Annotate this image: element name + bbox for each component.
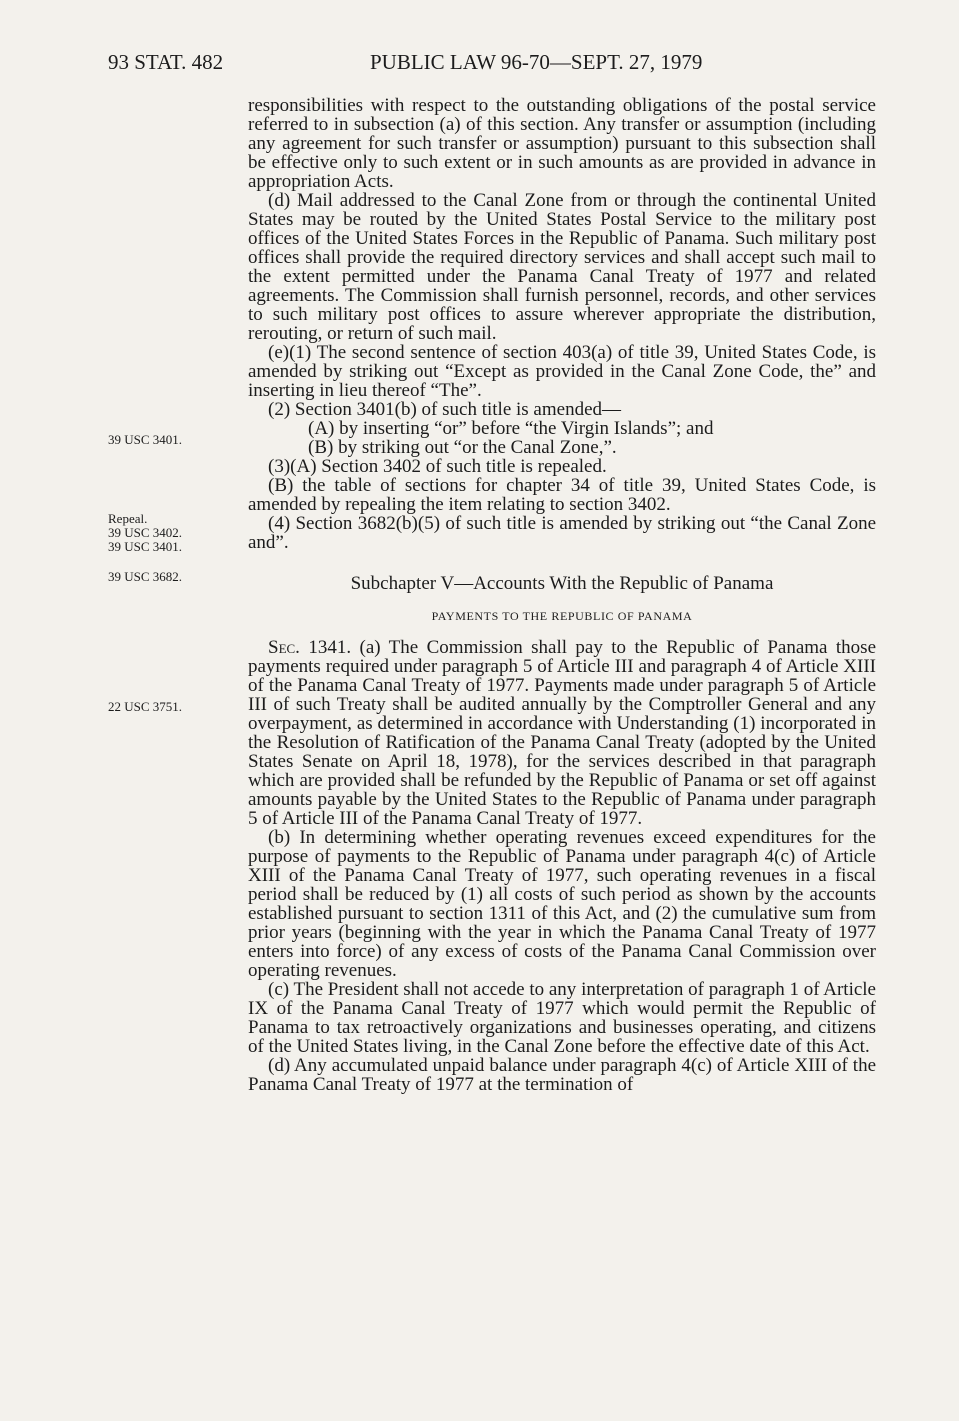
statute-citation: 93 STAT. 482 bbox=[108, 50, 224, 74]
paragraph: (A) by inserting “or” before “the Virgin Islands”; and bbox=[308, 418, 714, 439]
paragraph: (B) the table of sections for chapter 34 of title 39, United States Code, is amended by repealing the item relating to section 3402. bbox=[248, 475, 876, 515]
paragraph: (3)(A) Section 3402 of such title is repealed. bbox=[268, 456, 607, 477]
paragraph: (B) by striking out “or the Canal Zone,”. bbox=[308, 437, 617, 458]
section-label: Sec. 1341. bbox=[268, 637, 352, 658]
margin-note bbox=[108, 433, 228, 447]
section-heading: PAYMENTS TO THE REPUBLIC OF PANAMA bbox=[431, 609, 693, 623]
margin-citation: 39 USC 3401. bbox=[108, 539, 183, 554]
paragraph: (e)(1) The second sentence of section 403(a) of title 39, United States Code, is amended by striking out “Except as provided in the Canal Zone Code, the” and inserting in lieu thereof “The”. bbox=[248, 342, 876, 401]
running-title: PUBLIC LAW 96-70—SEPT. 27, 1979 bbox=[370, 50, 703, 74]
paragraph-text: (a) The Commission shall pay to the Republic of Panama those payments required under paragraph 5 of Article III and paragraph 4 of Article XIII of the Panama Canal Treaty of 1977. Payments made under paragraph 5 of Article III of such Treaty shall be audited annually by the Comptroller General and any overpayment, as determined in accordance with Understanding (1) incorporated in the Resolution of Ratification of the Panama Canal Treaty (adopted by the United States Senate on April 18, 1978), for the services described in that paragraph which are provided shall be refunded by the Republic of Panama or set off against amounts payable by the United States to the Republic of Panama under paragraph 5 of Article III of the Panama Canal Treaty of 1977. bbox=[248, 637, 876, 829]
margin-citation: 39 USC 3402. bbox=[108, 525, 183, 540]
margin-citation: 39 USC 3401. bbox=[108, 432, 183, 447]
margin-note bbox=[108, 570, 228, 584]
margin-label: Repeal. bbox=[108, 511, 148, 526]
paragraph: (d) Mail addressed to the Canal Zone from or through the continental United States may be routed by the United States Postal Service to the military post offices of the United States Forces in the Republic of Panama. Such military post offices shall provide the required directory services and shall accept such mail to the extent permitted under the Panama Canal Treaty of 1977 and related agreements. The Commission shall furnish personnel, records, and other services to such military post offices to assure wherever appropriate the distribution, rerouting, or return of such mail. bbox=[248, 190, 876, 344]
margin-note bbox=[108, 512, 228, 554]
paragraph: (2) Section 3401(b) of such title is amended— bbox=[268, 399, 622, 420]
subchapter-title: Subchapter V—Accounts With the Republic of Panama bbox=[350, 573, 774, 594]
page-header bbox=[0, 50, 959, 82]
statute-body bbox=[248, 96, 876, 1094]
paragraph: (c) The President shall not accede to any interpretation of paragraph 1 of Article IX of the Panama Canal Treaty of 1977 which would permit the Republic of Panama to tax retroactively organizations and businesses operating, and citizens of the United States living, in the Canal Zone before the effective date of this Act. bbox=[248, 979, 876, 1057]
margin-citation: 22 USC 3751. bbox=[108, 699, 183, 714]
paragraph bbox=[248, 638, 876, 828]
paragraph: responsibilities with respect to the outstanding obligations of the postal service referred to in subsection (a) of this section. Any transfer or assumption (including any agreement for such transfer or assumption) pursuant to this subsection shall be effective only to such extent or in such amounts as are provided in advance in appropriation Acts. bbox=[248, 95, 876, 192]
paragraph: (d) Any accumulated unpaid balance under paragraph 4(c) of Article XIII of the Panama Canal Treaty of 1977 at the termination of bbox=[248, 1055, 876, 1095]
margin-note bbox=[108, 700, 228, 714]
margin-citation: 39 USC 3682. bbox=[108, 569, 183, 584]
paragraph: (b) In determining whether operating revenues exceed expenditures for the purpose of payments to the Republic of Panama under paragraph 4(c) of Article XIII of the Panama Canal Treaty of 1977, such operating revenues in a fiscal period shall be reduced by (1) all costs of such period as shown by the accounts established pursuant to section 1311 of this Act, and (2) the cumulative sum from prior years (beginning with the year in which the Panama Canal Treaty of 1977 enters into force) of any excess of costs of the Panama Canal Commission over operating revenues. bbox=[248, 827, 876, 981]
paragraph: (4) Section 3682(b)(5) of such title is amended by striking out “the Canal Zone and”. bbox=[248, 513, 876, 553]
